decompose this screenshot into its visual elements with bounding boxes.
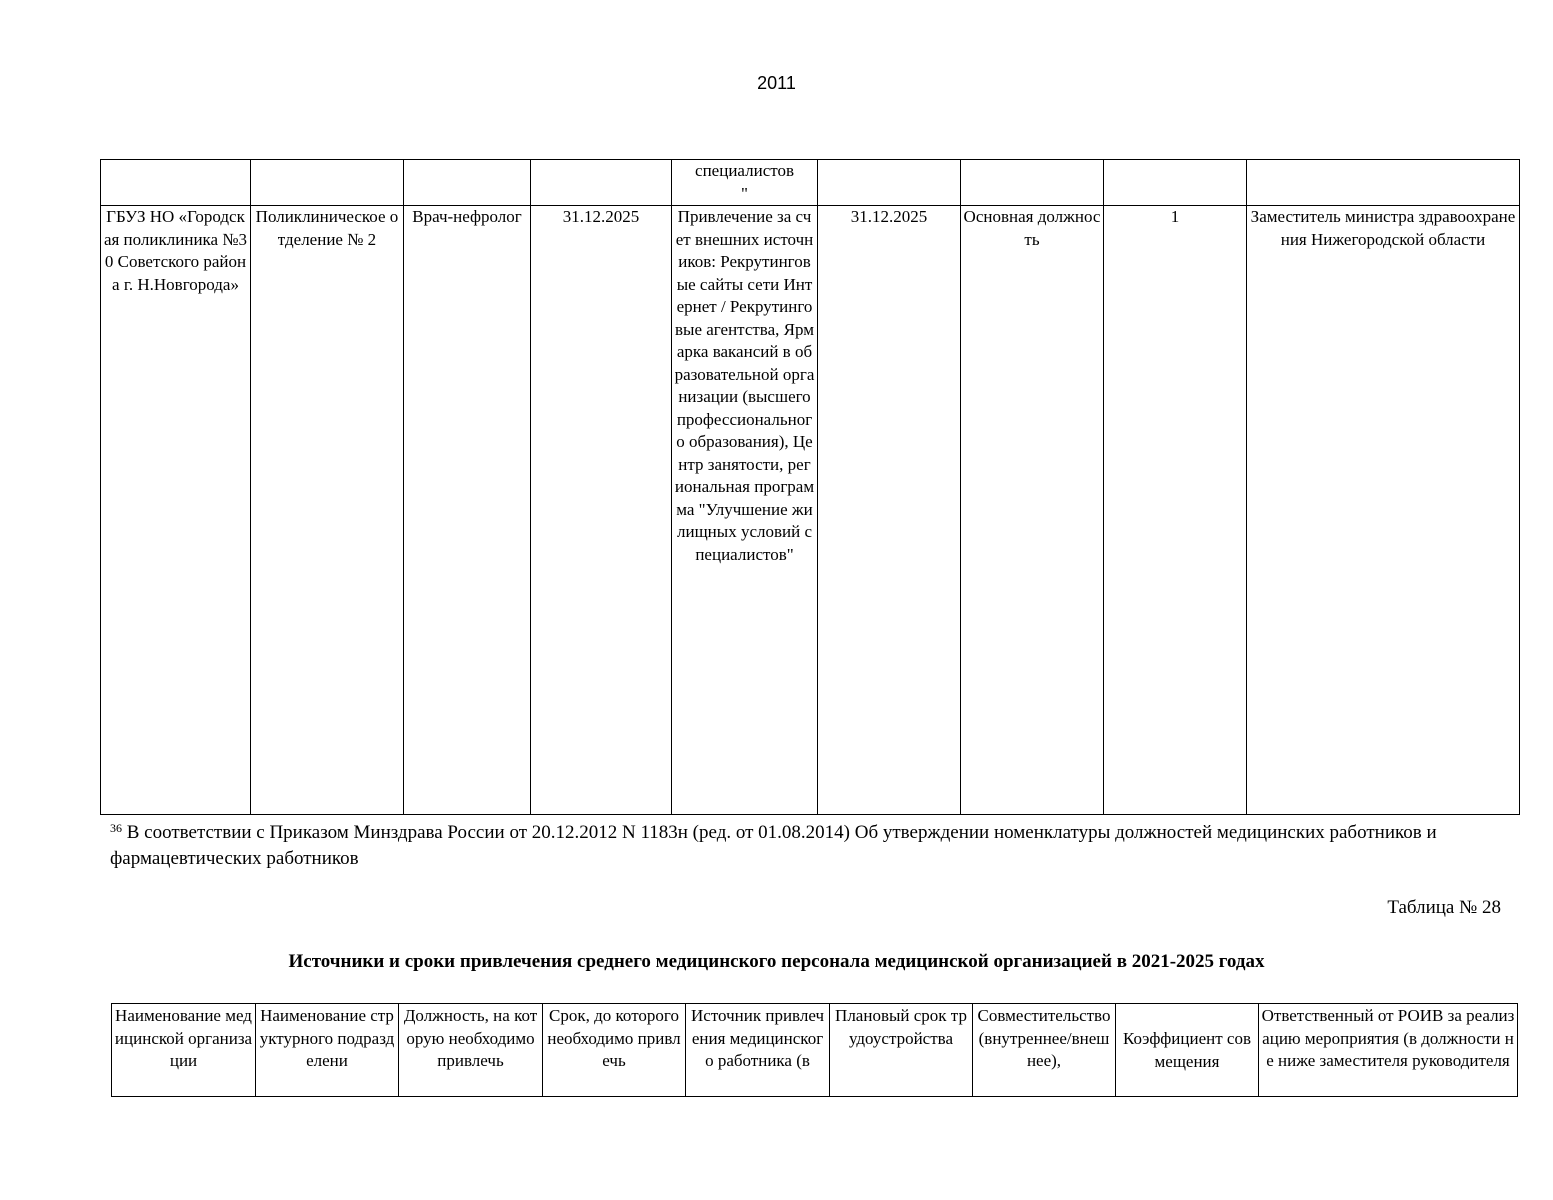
employment-date-cell: 31.12.2025 [818,206,961,815]
source-cell: Привлечение за счет внешних источников: Рекрутинговые сайты сети Интернет / Рекрутинговые агентства, Ярмарка вакансий в образовательной организации (высшего профессионального образования), Центр занятости, региональная программа "Улучшение жилищных условий специалистов" [672,206,818,815]
staffing-table-continued [100,159,1520,815]
header-cell: Источник привлечения медицинского работника (в [686,1004,830,1097]
header-cell: Наименование структурного подразделени [256,1004,399,1097]
header-cell: Совместительство (внутреннее/внешнее), [973,1004,1116,1097]
organization-cell: ГБУЗ НО «Городская поликлиника №30 Советского района г. Н.Новгорода» [101,206,251,815]
table-cell [101,160,251,206]
table-cell [818,160,961,206]
footnote-mark: 36 [110,821,122,835]
footnote-text: В соответствии с Приказом Минздрава России от 20.12.2012 N 1183н (ред. от 01.08.2014) Об утверждении номенклатуры должностей медицинских работников и фармацевтических работников [110,822,1437,869]
department-cell: Поликлиническое отделение № 2 [251,206,404,815]
header-cell: Должность, на которую необходимо привлечь [399,1004,543,1097]
header-cell: Коэффициент совмещения [1116,1004,1259,1097]
table-cell [531,160,672,206]
table-cell: специалистов " [672,160,818,206]
table-cell [961,160,1104,206]
coefficient-cell: 1 [1104,206,1247,815]
table-row [101,160,1520,206]
footnote [110,815,1510,872]
staffing-table-28 [111,1003,1518,1097]
header-cell: Наименование медицинской организации [112,1004,256,1097]
header-cell: Срок, до которого необходимо привлечь [543,1004,686,1097]
table-cell [404,160,531,206]
responsible-cell: Заместитель министра здравоохранения Нижегородской области [1247,206,1520,815]
table-header-row [112,1004,1518,1097]
page-number: 2011 [757,73,796,93]
position-cell: Врач-нефролог [404,206,531,815]
table-title: Источники и сроки привлечения среднего медицинского персонала медицинской организацией в 2021-2025 годах [288,951,1265,972]
deadline-cell: 31.12.2025 [531,206,672,815]
table-cell [251,160,404,206]
table-row [101,206,1520,815]
table-cell [1104,160,1247,206]
combination-type-cell: Основная должность [961,206,1104,815]
table-cell [1247,160,1520,206]
header-cell: Ответственный от РОИВ за реализацию мероприятия (в должности не ниже заместителя руководителя [1259,1004,1518,1097]
table-number-label: Таблица № 28 [1387,897,1501,918]
header-cell: Плановый срок трудоустройства [830,1004,973,1097]
